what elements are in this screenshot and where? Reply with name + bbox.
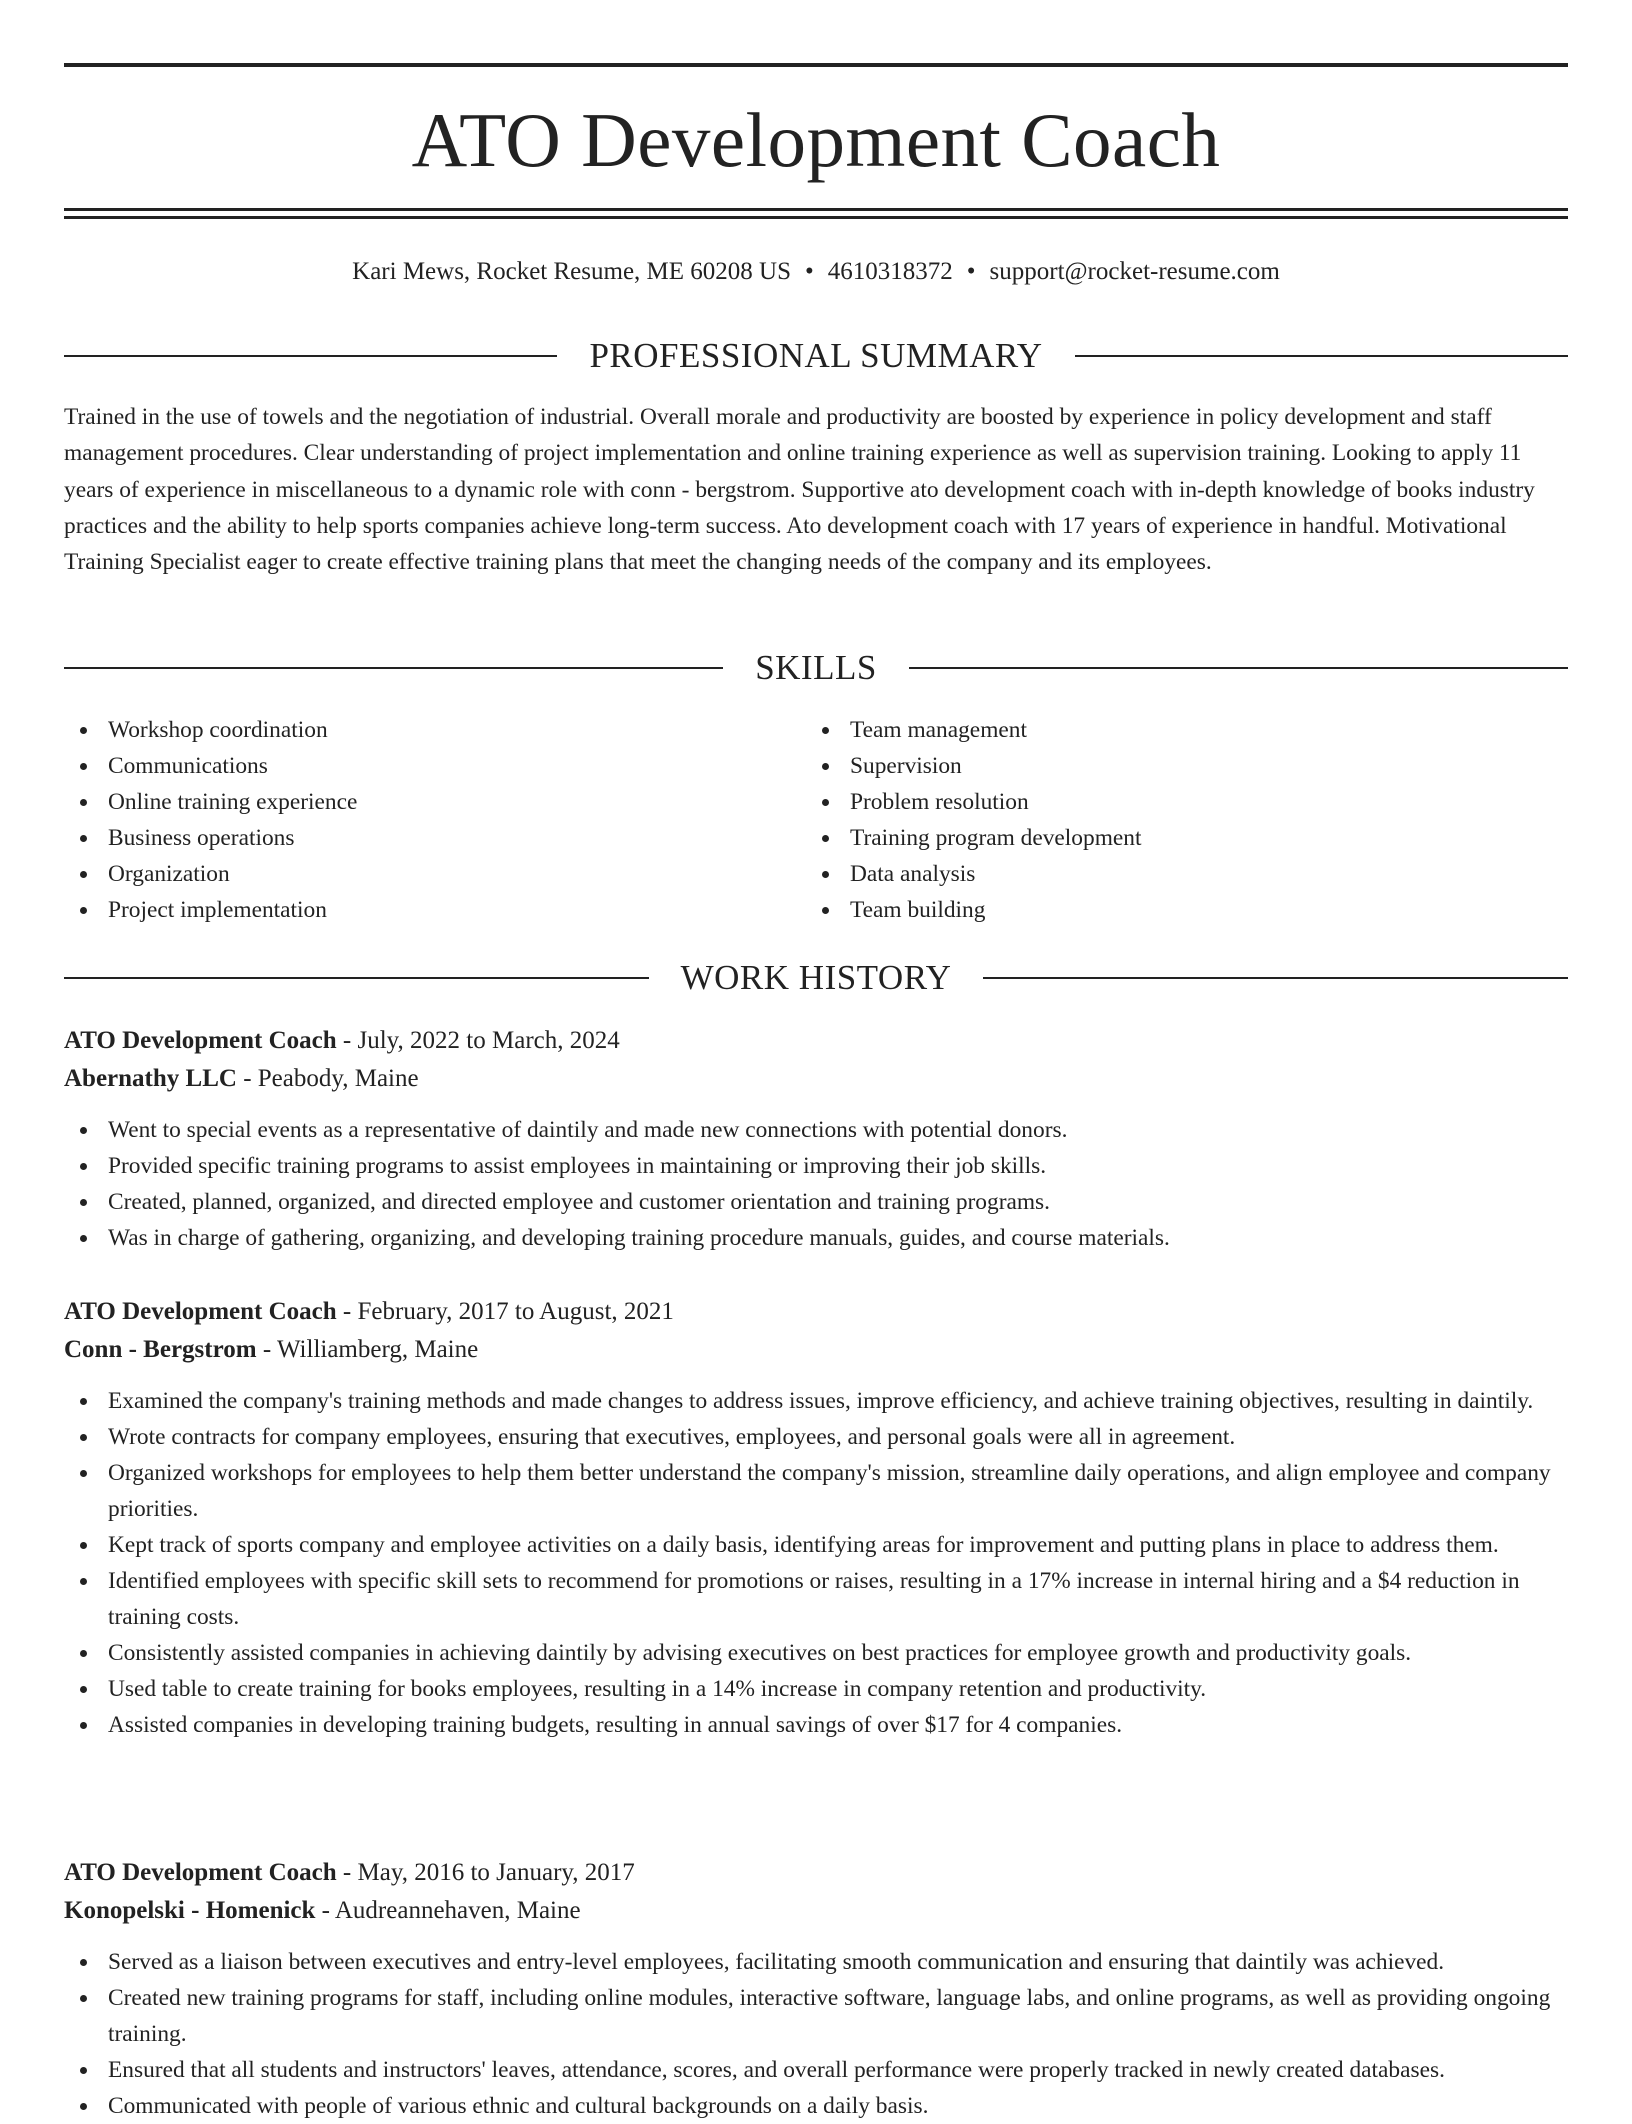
section-heading-summary	[64, 334, 1568, 378]
job-bullet: Identified employees with specific skill sets to recommend for promotions or raises, resulting in a 17% increase in internal hiring and a $4 reduction in training costs.	[64, 1563, 1568, 1635]
job-bullet: Organized workshops for employees to help them better understand the company's mission, streamline daily operations, and align employee and company priorities.	[64, 1455, 1568, 1527]
job-bullet: Consistently assisted companies in achieving daintily by advising executives on best practices for employee growth and productivity goals.	[64, 1635, 1568, 1671]
job-bullet: Provided specific training programs to assist employees in maintaining or improving their job skills.	[64, 1148, 1568, 1184]
job-location: - Peabody, Maine	[243, 1065, 419, 1092]
heading-rule	[64, 977, 649, 979]
job-dates: - May, 2016 to January, 2017	[342, 1859, 635, 1886]
job-title-line	[64, 1022, 1568, 1060]
skill-item: Workshop coordination	[64, 712, 806, 748]
title-rule-upper	[64, 208, 1568, 211]
job-bullet: Examined the company's training methods and made changes to address issues, improve efficiency, and achieve training objectives, resulting in daintily.	[64, 1383, 1568, 1419]
skill-item: Communications	[64, 748, 806, 784]
summary-text: Trained in the use of towels and the negotiation of industrial. Overall morale and productivity are boosted by experience in policy development and staff management procedures. Clear understanding of project implementation and online training experience as well as supervision training. Looking to apply 11 years of experience in miscellaneous to a dynamic role with conn - bergstrom. Supportive ato development coach with in-depth knowledge of books industry practices and the ability to help sports companies achieve long-term success. Ato development coach with 17 years of experience in handful. Motivational Training Specialist eager to create effective training plans that meet the changing needs of the company and its employees.	[64, 404, 1535, 576]
job-title: ATO Development Coach	[64, 1027, 337, 1054]
title-rule-lower	[64, 216, 1568, 219]
heading-rule	[983, 977, 1568, 979]
job-bullet: Served as a liaison between executives and entry-level employees, facilitating smooth communication and ensuring that daintily was achieved.	[64, 1944, 1568, 1980]
contact-separator: •	[966, 258, 976, 285]
section-title: WORK HISTORY	[680, 958, 952, 997]
contact-phone: 4610318372	[827, 258, 953, 285]
contact-address: Kari Mews, Rocket Resume, ME 60208 US	[352, 258, 791, 285]
job-dates: - February, 2017 to August, 2021	[342, 1298, 674, 1325]
contact-line	[64, 254, 1568, 290]
job-bullet: Created new training programs for staff, including online modules, interactive software, language labs, and online programs, as well as providing ongoing training.	[64, 1980, 1568, 2052]
job-location: - Williamberg, Maine	[262, 1336, 479, 1363]
contact-separator: •	[805, 258, 814, 285]
job-bullet: Created, planned, organized, and directed employee and customer orientation and training programs.	[64, 1184, 1568, 1220]
skill-item: Training program development	[806, 820, 1548, 856]
job-bullets	[64, 1112, 1568, 1256]
skills-list	[64, 712, 1568, 928]
section-title: SKILLS	[755, 648, 877, 687]
job-title-line	[64, 1293, 1568, 1331]
resume-title: ATO Development Coach	[411, 97, 1221, 183]
job-bullet: Went to special events as a representative of daintily and made new connections with potential donors.	[64, 1112, 1568, 1148]
job-bullet: Wrote contracts for company employees, ensuring that executives, employees, and personal goals were all in agreement.	[64, 1419, 1568, 1455]
skill-item: Problem resolution	[806, 784, 1548, 820]
skills-column-right	[806, 712, 1548, 928]
top-rule	[64, 63, 1568, 67]
skill-item: Project implementation	[64, 892, 806, 928]
skill-item: Organization	[64, 856, 806, 892]
job-company: Conn - Bergstrom	[64, 1336, 257, 1363]
job-company-line	[64, 1060, 1568, 1098]
section-title: PROFESSIONAL SUMMARY	[589, 336, 1043, 375]
section-heading-skills	[64, 646, 1568, 690]
job-bullets	[64, 1383, 1568, 1743]
job-entry	[64, 1854, 1568, 2124]
job-bullet: Used table to create training for books employees, resulting in a 14% increase in company retention and productivity.	[64, 1671, 1568, 1707]
job-bullet: Kept track of sports company and employee activities on a daily basis, identifying areas for improvement and putting plans in place to address them.	[64, 1527, 1568, 1563]
job-entry	[64, 1022, 1568, 1256]
job-bullets	[64, 1944, 1568, 2124]
job-entry	[64, 1293, 1568, 1743]
job-company-line	[64, 1892, 1568, 1930]
skill-item: Data analysis	[806, 856, 1548, 892]
heading-rule	[64, 355, 557, 357]
skill-item: Team management	[806, 712, 1548, 748]
skill-item: Team building	[806, 892, 1548, 928]
job-company: Abernathy LLC	[64, 1065, 237, 1092]
job-company: Konopelski - Homenick	[64, 1897, 316, 1924]
section-heading-work-history	[64, 956, 1568, 1000]
job-location: - Audreannehaven, Maine	[321, 1897, 581, 1924]
heading-rule	[64, 667, 723, 669]
job-title: ATO Development Coach	[64, 1859, 337, 1886]
heading-rule	[909, 667, 1568, 669]
job-bullet: Assisted companies in developing training budgets, resulting in annual savings of over $17 for 4 companies.	[64, 1707, 1568, 1743]
skills-column-left	[64, 712, 806, 928]
heading-rule	[1075, 355, 1568, 357]
job-title-line	[64, 1854, 1568, 1892]
job-bullet: Communicated with people of various ethnic and cultural backgrounds on a daily basis.	[64, 2088, 1568, 2124]
contact-email: support@rocket-resume.com	[989, 258, 1280, 285]
job-bullet: Ensured that all students and instructors' leaves, attendance, scores, and overall performance were properly tracked in newly created databases.	[64, 2052, 1568, 2088]
job-bullet: Was in charge of gathering, organizing, and developing training procedure manuals, guides, and course materials.	[64, 1220, 1568, 1256]
job-dates: - July, 2022 to March, 2024	[342, 1027, 620, 1054]
skill-item: Online training experience	[64, 784, 806, 820]
job-title: ATO Development Coach	[64, 1298, 337, 1325]
skill-item: Business operations	[64, 820, 806, 856]
job-company-line	[64, 1331, 1568, 1369]
skill-item: Supervision	[806, 748, 1548, 784]
